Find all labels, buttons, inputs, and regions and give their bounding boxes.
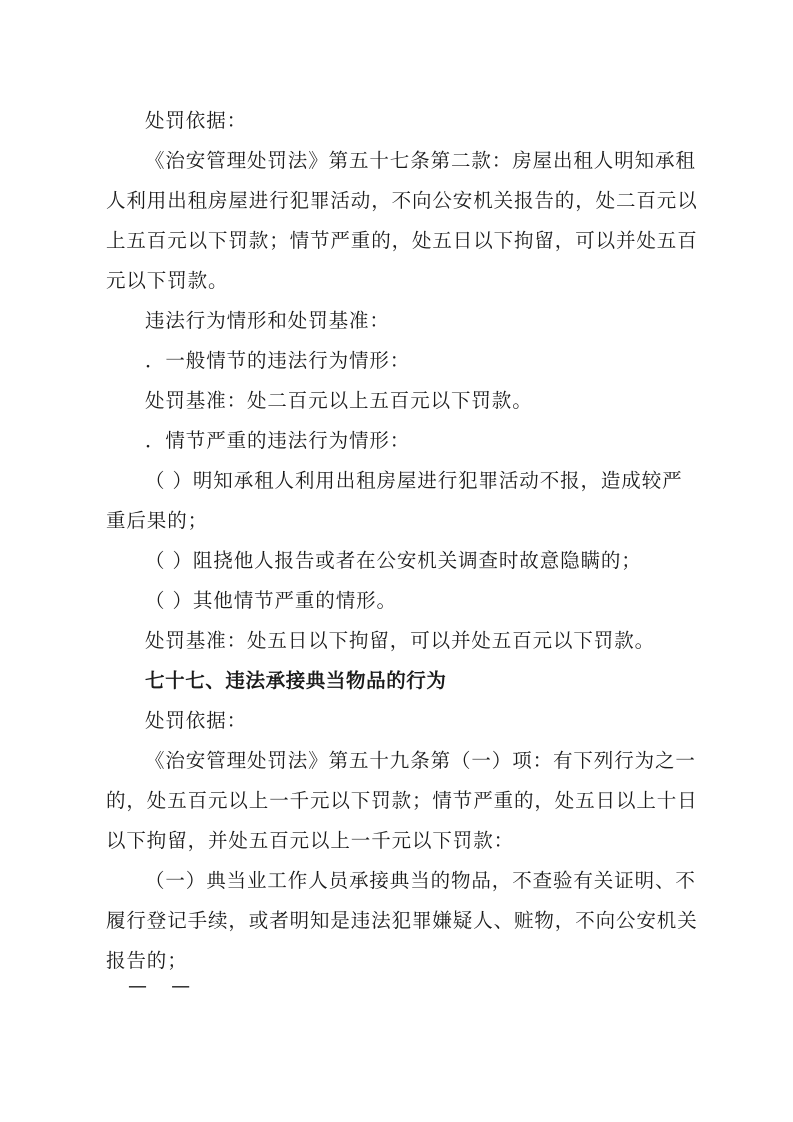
paragraph-line: 的，处五百元以上一千元以下罚款；情节严重的，处五日以上十日 [106,789,698,812]
paragraph-line: 元以下罚款。 [106,269,229,292]
list-item: （ ）阻挠他人报告或者在公安机关调查时故意隐瞒的； [145,549,642,572]
paragraph-line: 《治安管理处罚法》第五十九条第（一）项：有下列行为之一 [145,749,696,772]
serious-penalty: 处罚基准：处五日以下拘留，可以并处五百元以下罚款。 [145,629,656,652]
basis-heading-2: 处罚依据： [145,709,248,732]
paragraph-line: 上五百元以下罚款；情节严重的，处五日以下拘留，可以并处五百 [106,229,698,252]
paragraph-line: 人利用出租房屋进行犯罪活动，不向公安机关报告的，处二百元以 [106,189,698,212]
list-item: （一）典当业工作人员承接典当的物品，不查验有关证明、不 [145,869,696,892]
list-item-continuation: 报告的； [106,949,188,972]
list-item: （ ）其他情节严重的情形。 [145,589,397,612]
serious-case-heading: ．情节严重的违法行为情形： [145,429,411,452]
basis-heading-1: 处罚依据： [145,109,248,132]
list-item: （ ）明知承租人利用出租房屋进行犯罪活动不报，造成较严 [145,469,683,492]
list-item-continuation: 重后果的； [106,509,209,532]
standards-heading: 违法行为情形和处罚基准： [145,309,390,332]
paragraph-line: 《治安管理处罚法》第五十七条第二款：房屋出租人明知承租 [145,149,696,172]
page-number-marker: — — [128,975,191,997]
list-item-continuation: 履行登记手续，或者明知是违法犯罪嫌疑人、赃物，不向公安机关 [106,909,698,932]
section-heading: 七十七、违法承接典当物品的行为 [145,669,447,692]
general-penalty: 处罚基准：处二百元以上五百元以下罚款。 [145,389,533,412]
paragraph-line: 以下拘留，并处五百元以上一千元以下罚款： [106,829,515,852]
general-case-heading: ．一般情节的违法行为情形： [145,349,411,372]
